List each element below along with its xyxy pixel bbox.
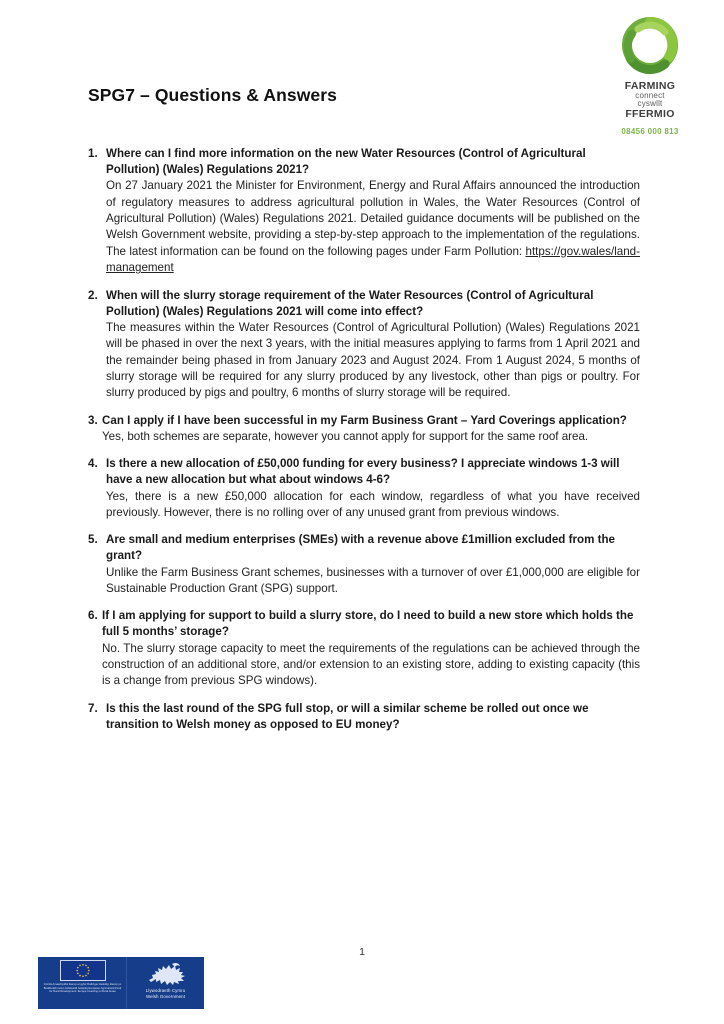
qa-body xyxy=(106,146,640,277)
qa-answer xyxy=(106,178,640,276)
qa-body xyxy=(106,456,640,521)
welsh-government-caption-en: Welsh Government xyxy=(145,994,186,999)
qa-number: 6. xyxy=(88,609,98,623)
qa-number: 5. xyxy=(88,533,98,547)
qa-number: 7. xyxy=(88,701,98,715)
qa-question: If I am applying for support to build a slurry store, do I need to build a new store which holds the full 5 months’ storage? xyxy=(102,609,634,639)
farming-connect-logo xyxy=(602,14,698,136)
logo-text-connect: connect xyxy=(635,91,665,101)
qa-question: Is there a new allocation of £50,000 funding for every business? I appreciate windows 1-3 will have a new allocation but what about windows 4-6? xyxy=(106,457,620,487)
welsh-government-block xyxy=(126,957,204,1009)
qa-answer: Yes, both schemes are separate, however you cannot apply for support for the same roof area. xyxy=(102,429,589,443)
qa-question: Is this the last round of the SPG full stop, or will a similar scheme be rolled out once we transition to Welsh money as opposed to EU money? xyxy=(106,701,589,731)
qa-question: When will the slurry storage requirement of the Water Resources (Control of Agricultural Pollution) (Wales) Regulations 2021 will come into effect? xyxy=(106,288,594,318)
qa-body xyxy=(102,608,640,689)
logo-phone-number: 08456 000 813 xyxy=(621,126,679,136)
qa-answer: The measures within the Water Resources (Control of Agricultural Pollution) (Wales) Regulations 2021 will be phased in over the next 3 years, with the initial measures applying to farms from 1 April 2021 and the remainder being phased in from January 2023 and August 2024. From 1 August 2024, 5 months of slurry storage will be required for any slurry produced by any livestock, other than pigs or poultry. For slurry produced by pigs and poultry, 6 months of slurry storage will be required. xyxy=(106,320,640,400)
farming-connect-swirl-icon xyxy=(618,14,682,76)
qa-body xyxy=(106,288,640,402)
qa-item xyxy=(88,608,640,689)
welsh-government-caption-cy: Llywodraeth Cymru xyxy=(145,988,186,993)
page-number: 1 xyxy=(359,946,365,958)
eu-funding-block xyxy=(38,957,126,1009)
qa-body xyxy=(106,532,640,597)
qa-item xyxy=(88,701,640,733)
qa-answer: No. The slurry storage capacity to meet the requirements of the regulations can be achieved through the construction of an additional store, and/or extension to an existing store, adding to existing capacity (this is a change from previous SPG windows). xyxy=(102,641,640,688)
qa-answer-text: On 27 January 2021 the Minister for Environment, Energy and Rural Affairs announced the introduction of regulatory measures to address agricultural pollution in Wales, the Water Resources (Control of Agricultural Pollution) (Wales) Regulations 2021. Detailed guidance documents will be published on the Welsh Government website, providing a step-by-step approach to the implementation of the regulations. The latest information can be found on the following pages under Farm Pollution: xyxy=(106,179,640,258)
qa-body xyxy=(102,413,640,446)
qa-item xyxy=(88,532,640,597)
footer-funding-banner xyxy=(38,957,204,1009)
qa-body xyxy=(106,701,640,733)
qa-item xyxy=(88,146,640,277)
qa-number: 1. xyxy=(88,147,98,160)
qa-question: Where can I find more information on the new Water Resources (Control of Agricultural Pollution) (Wales) Regulations 2021? xyxy=(106,147,586,177)
qa-answer: Unlike the Farm Business Grant schemes, businesses with a turnover of over £1,000,000 are eligible for Sustainable Production Grant (SPG) support. xyxy=(106,565,640,595)
qa-question: Can I apply if I have been successful in my Farm Business Grant – Yard Coverings application? xyxy=(102,413,627,427)
qa-question: Are small and medium enterprises (SMEs) with a revenue above £1million excluded from the grant? xyxy=(106,533,615,563)
european-union-flag-icon xyxy=(60,960,106,981)
eu-funding-caption: Cronfa Amaethyddol Ewrop ar gyfer Datblygu Gwledig: Ewrop yn Buddsoddi mewn Ardaloedd Gwledig European Agricultural Fund for Rural Development: Europe Investing in Rural Areas xyxy=(43,983,122,994)
qa-item xyxy=(88,456,640,521)
logo-text-farming: FARMING xyxy=(624,80,676,92)
qa-item xyxy=(88,288,640,402)
qa-answer: Yes, there is a new £50,000 allocation for each window, regardless of what you have received previously. However, there is no rolling over of any unused grant from previous windows. xyxy=(106,489,640,519)
qa-number: 3. xyxy=(88,413,98,427)
logo-text-ffermio: FFERMIO xyxy=(625,107,675,120)
logo-text-cyswllt: cyswllt xyxy=(637,99,663,109)
qa-number: 4. xyxy=(88,457,98,471)
page-title: SPG7 – Questions & Answers xyxy=(88,85,337,105)
gov-wales-link[interactable]: https://gov.wales/land-management xyxy=(106,244,640,275)
qa-item xyxy=(88,413,640,446)
welsh-dragon-icon xyxy=(144,960,188,986)
welsh-government-caption xyxy=(146,988,186,1000)
qa-number: 2. xyxy=(88,288,98,302)
qa-list xyxy=(88,146,640,744)
